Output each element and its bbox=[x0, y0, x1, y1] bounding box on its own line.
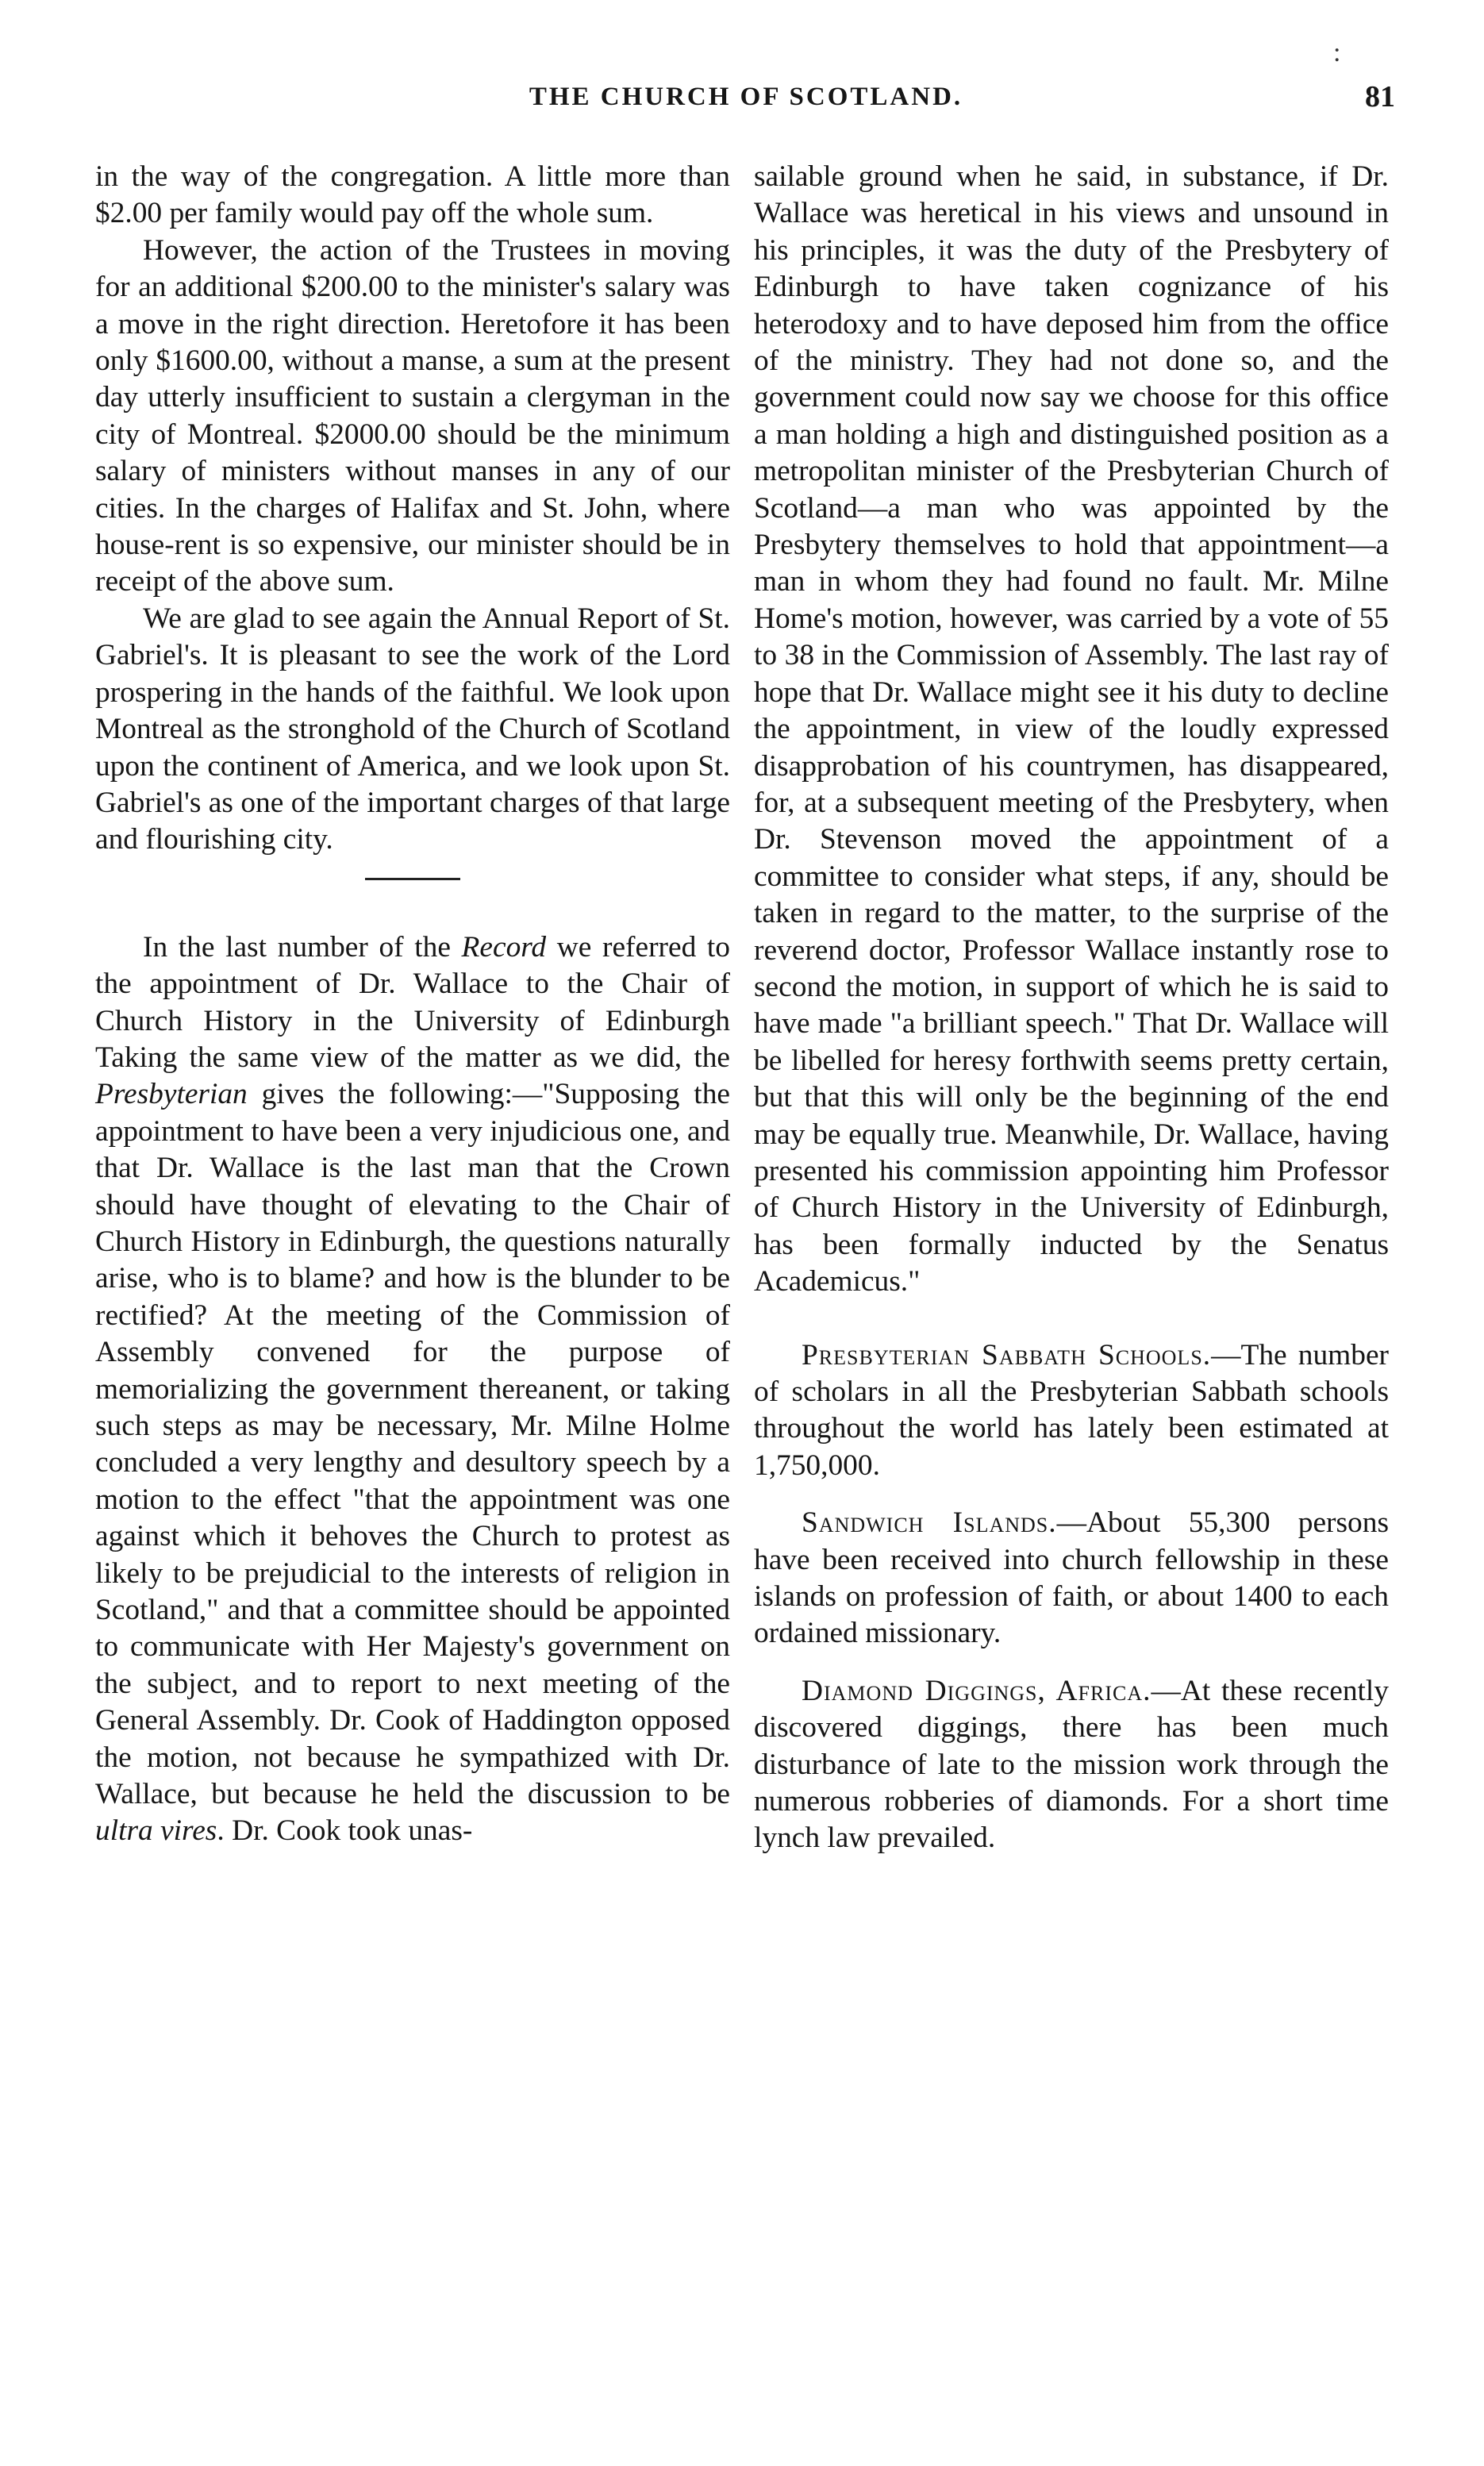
sabbath-schools-body: —The number of scholars in all the Presbyterian Sabbath schools throughout the world has lately been estimated at 1,750,000. bbox=[754, 1338, 1389, 1482]
diamond-diggings-body: —At these recently discovered diggings, there has been much disturbance of late to the mission work through the numerous robberies of diamonds. For a short time lynch law prevailed. bbox=[754, 1674, 1389, 1855]
paragraph-diamond-diggings bbox=[754, 1673, 1389, 1857]
left-column bbox=[95, 159, 730, 1850]
page-header bbox=[95, 80, 1397, 130]
paragraph-st-gabriels: We are glad to see again the Annual Report of St. Gabriel's. It is pleasant to see the work of the Lord prospering in the hands of the faithful. We look upon Montreal as the stronghold of the Church of Scotland upon the continent of America, and we look upon St. Gabriel's as one of the important charges of that large and flourishing city. bbox=[95, 602, 730, 856]
paragraph-congregation: in the way of the congregation. A little more than $2.00 per family would pay off the whole sum. bbox=[95, 160, 730, 230]
sandwich-islands-heading: Sandwich Islands. bbox=[802, 1506, 1057, 1540]
wallace-text-d: . Dr. Cook took unas- bbox=[217, 1814, 473, 1848]
corner-mark: : bbox=[1333, 38, 1341, 67]
right-column bbox=[754, 159, 1389, 1857]
spacer bbox=[754, 1484, 1389, 1505]
section-divider bbox=[365, 878, 460, 880]
presbyterian-title: Presbyterian bbox=[95, 1078, 248, 1111]
ultra-vires: ultra vires bbox=[95, 1814, 217, 1848]
paragraph-wallace-continued: sailable ground when he said, in substance, if Dr. Wallace was heretical in his views and unsound in his principles, it was the duty of the Presbytery of Edinburgh to have taken cognizance of his heterodoxy and to have deposed him from the office of the ministry. They had not done so, and the government could now say we choose for this office a man holding a high and distinguished position as a metropolitan minister of the Presbyterian Church of Scotland—a man who was appointed by the Presbytery themselves to hold that appointment—a man in whom they had found no fault. Mr. Milne Home's motion, however, was carried by a vote of 55 to 38 in the Commission of Assembly. The last ray of hope that Dr. Wallace might see it his duty to decline the appointment, in view of the loudly expressed disapprobation of his countrymen, has disappeared, for, at a subsequent meeting of the Presbytery, when Dr. Stevenson moved the appointment of a committee to consider what steps, if any, should be taken in regard to the matter, to the surprise of the reverend doctor, Professor Wallace instantly rose to second the motion, in support of which he is said to have made "a brilliant speech." That Dr. Wallace will be libelled for heresy forthwith seems pretty certain, but that this will only be the beginning of the end may be equally true. Meanwhile, Dr. Wallace, having presented his commission appointing him Professor of Church History in the University of Edinburgh, has been formally inducted by the Senatus Academicus." bbox=[754, 160, 1389, 1298]
paragraph-trustees-salary: However, the action of the Trustees in moving for an additional $200.00 to the minister's salary was a move in the right direction. Heretofore it has been only $1600.00, without a manse, a sum at the present day utterly insufficient to sustain a clergyman in the city of Montreal. $2000.00 should be the minimum salary of ministers without manses in any of our cities. In the charges of Halifax and St. John, where house-rent is so expensive, our minister should be in receipt of the above sum. bbox=[95, 233, 730, 598]
spacer bbox=[754, 1652, 1389, 1673]
page-number: 81 bbox=[1365, 80, 1395, 113]
wallace-text-a: In the last number of the bbox=[143, 930, 462, 964]
wallace-text-c: gives the following:—"Supposing the appointment to have been a very injudicious one, and that Dr. Wallace is the last man that the Crown should have thought of elevating to the Chair of Church History in Edinburgh, the questions naturally arise, who is to blame? and how is the blunder to be rectified? At the meeting of the Commission of Assembly convened for the purpose of memorializing the government thereanent, or taking such steps as may be necessary, Mr. Milne Holme concluded a very lengthy and desultory speech by a motion to the effect "that the appointment was one against which it behoves the Church to protest as likely to be prejudicial to the interests of religion in Scotland," and that a committee should be appointed to communicate with Her Majesty's government on the subject, and to report to next meeting of the General Assembly. Dr. Cook of Haddington opposed the motion, not because he sympathized with Dr. Wallace, but because he held the discussion to be bbox=[95, 1078, 730, 1811]
spacer bbox=[754, 1301, 1389, 1337]
sabbath-schools-heading: Presbyterian Sabbath Schools. bbox=[802, 1338, 1212, 1371]
record-title: Record bbox=[461, 930, 547, 964]
diamond-diggings-heading: Diamond Diggings, Africa. bbox=[802, 1674, 1151, 1707]
paragraph-sandwich-islands bbox=[754, 1505, 1389, 1652]
sandwich-islands-body: —About 55,300 persons have been received into church fellowship in these islands on profession of faith, or about 1400 to each ordained missionary. bbox=[754, 1506, 1390, 1650]
paragraph-sabbath-schools bbox=[754, 1337, 1389, 1485]
paragraph-dr-wallace bbox=[95, 929, 730, 1850]
wallace-text-b: we referred to the appointment of Dr. Wallace to the Chair of Church History in the University of Edinburgh Taking the same view of the matter as we did, the bbox=[95, 930, 730, 1074]
running-title: THE CHURCH OF SCOTLAND. bbox=[529, 83, 963, 111]
